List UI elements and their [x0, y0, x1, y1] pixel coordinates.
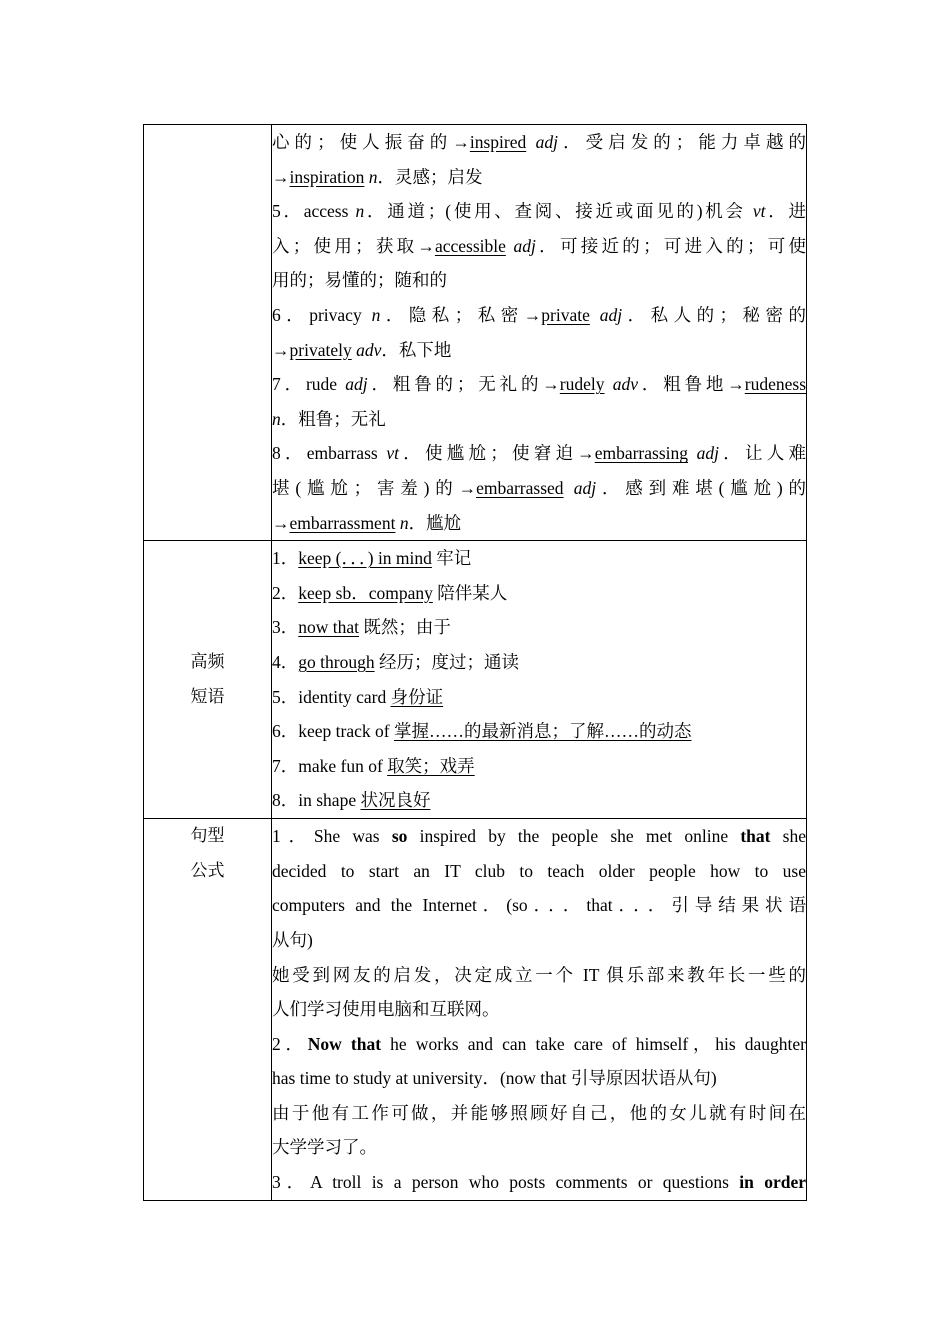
phrase-item: 1．keep (．．．) in mind 牢记: [272, 548, 472, 569]
sentences-content-cell: [272, 819, 807, 1201]
vocab-line: 堪(尴尬；害羞)的→embarrassed adj．感到难堪(尴尬)的: [272, 477, 807, 498]
sentence-translation: 她受到网友的启发，决定成立一个 IT 俱乐部来教年长一些的: [272, 964, 806, 985]
phrases-category-label: 短语: [190, 686, 225, 707]
sentence-line: 3．A troll is a person who posts comments or questions in order: [272, 1172, 806, 1193]
sentence-line: 2．Now that he works and can take care of himself，his daughter: [272, 1033, 806, 1054]
sentences-category-label: 句型: [190, 826, 225, 847]
sentence-translation: 大学学习了。: [272, 1137, 377, 1158]
phrases-row: [144, 541, 807, 819]
sentence-line: decided to start an IT club to teach older people how to use: [272, 860, 806, 881]
phrase-item: 3．now that 既然；由于: [272, 617, 451, 638]
phrases-content-cell: [272, 541, 807, 819]
sentence-line: 1．She was so inspired by the people she met online that she: [272, 826, 807, 847]
sentences-category-cell: [144, 819, 272, 1201]
phrase-item: 7．make fun of 取笑；戏弄: [272, 755, 475, 776]
vocab-category-cell: [144, 125, 272, 541]
phrase-item: 4．go through 经历；度过；通读: [272, 651, 519, 672]
phrases-category-cell: [144, 541, 272, 819]
sentence-line: 从句): [272, 929, 313, 950]
vocab-line: 8．embarrass vt．使尴尬；使窘迫→embarrassing adj．让人难: [272, 443, 806, 464]
vocab-line: 用的；易懂的；随和的: [272, 270, 447, 291]
vocab-line: →privately adv．私下地: [272, 339, 452, 360]
sentences-row: [144, 819, 807, 1201]
phrases-category-label: 高频: [190, 652, 225, 673]
vocab-line: n．粗鲁；无礼: [272, 408, 386, 429]
vocab-row: [144, 125, 807, 541]
vocab-line: →inspiration n．灵感；启发: [272, 166, 483, 187]
phrase-item: 5．identity card 身份证: [272, 686, 444, 707]
vocab-line: 入；使用；获取→accessible adj．可接近的；可进入的；可使: [272, 235, 807, 256]
vocab-line: 6．privacy n．隐私；私密→private adj．私人的；秘密的: [272, 304, 807, 325]
sentence-translation: 由于他有工作可做，并能够照顾好自己，他的女儿就有时间在: [272, 1102, 806, 1123]
vocab-line: →embarrassment n．尴尬: [272, 512, 462, 533]
phrase-item: 6．keep track of 掌握……的最新消息；了解……的动态: [272, 721, 692, 742]
vocabulary-table: [143, 124, 807, 1201]
sentence-line: has time to study at university．(now that 引导原因状语从句): [272, 1068, 717, 1089]
sentence-line: computers and the Internet．(so．．．that．．．引导结果状语: [272, 895, 806, 916]
sentence-translation: 人们学习使用电脑和互联网。: [272, 999, 500, 1020]
vocab-content-cell: [272, 125, 807, 541]
vocab-line: 心的；使人振奋的→inspired adj．受启发的；能力卓越的: [272, 132, 807, 152]
vocab-line: 7．rude adj．粗鲁的；无礼的→rudely adv．粗鲁地→rudeness: [272, 374, 807, 395]
phrase-item: 8．in shape 状况良好: [272, 790, 431, 811]
phrase-item: 2．keep sb．company 陪伴某人: [272, 582, 508, 603]
sentences-category-label: 公式: [190, 860, 225, 881]
vocab-line: 5．access n．通道；(使用、查阅、接近或面见的)机会 vt．进: [272, 201, 806, 222]
